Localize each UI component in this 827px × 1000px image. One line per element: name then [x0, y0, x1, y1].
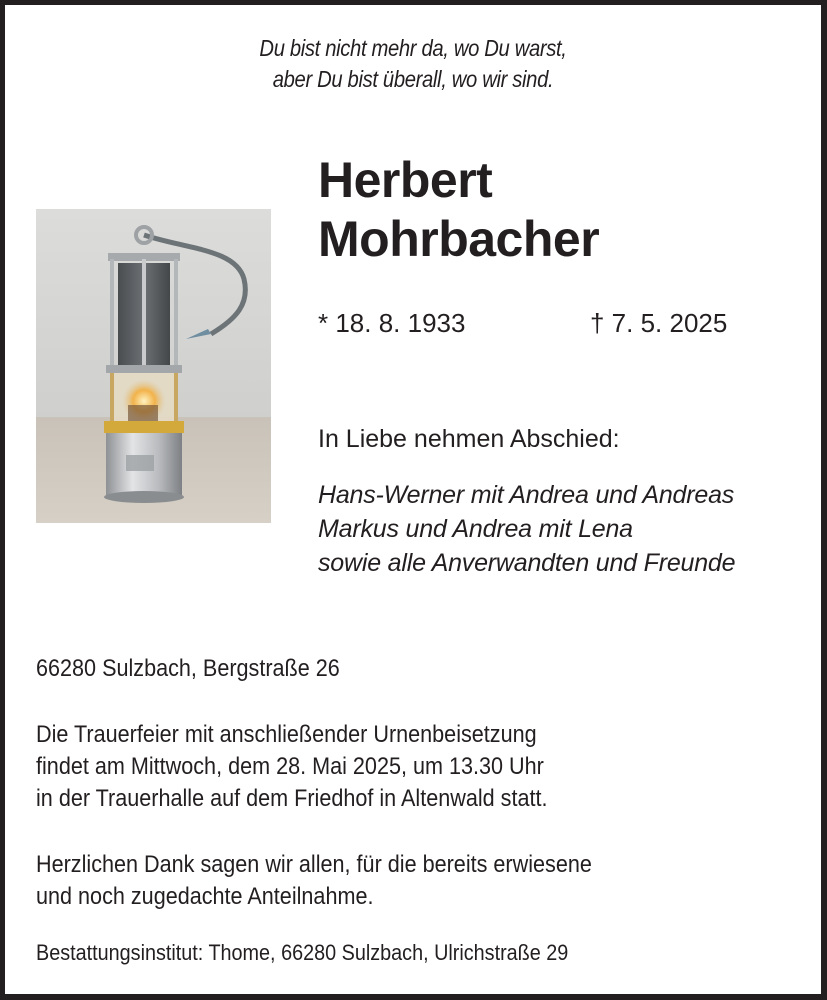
last-name: Mohrbacher: [318, 211, 600, 267]
mourner-line: sowie alle Anverwandten und Freunde: [318, 549, 736, 577]
mourners-list: [318, 478, 735, 580]
family-address: 66280 Sulzbach, Bergstraße 26: [36, 655, 340, 682]
ceremony-line: Die Trauerfeier mit anschließender Urnenbeisetzung: [36, 721, 537, 748]
thanks-note: [36, 849, 592, 913]
deceased-name: [318, 151, 599, 269]
farewell-intro: In Liebe nehmen Abschied:: [318, 425, 620, 453]
quote-line: Du bist nicht mehr da, wo Du warst,: [259, 35, 567, 61]
obituary-card: [5, 5, 821, 994]
thanks-line: und noch zugedachte Anteilnahme.: [36, 883, 374, 910]
mourner-line: Hans-Werner mit Andrea und Andreas: [318, 481, 735, 509]
birth-date: * 18. 8. 1933: [318, 308, 466, 338]
ceremony-line: in der Trauerhalle auf dem Friedhof in Altenwald statt.: [36, 785, 548, 812]
memorial-quote: [54, 33, 772, 95]
thanks-line: Herzlichen Dank sagen wir allen, für die bereits erwiesene: [36, 851, 592, 878]
mourner-line: Markus und Andrea mit Lena: [318, 515, 633, 543]
ceremony-info: [36, 719, 547, 815]
first-name: Herbert: [318, 152, 493, 208]
ceremony-line: findet am Mittwoch, dem 28. Mai 2025, um 13.30 Uhr: [36, 753, 544, 780]
death-date: † 7. 5. 2025: [590, 308, 728, 338]
undertaker-info: Bestattungsinstitut: Thome, 66280 Sulzbach, Ulrichstraße 29: [36, 940, 569, 965]
quote-line: aber Du bist überall, wo wir sind.: [272, 66, 554, 92]
miners-lamp-image: [36, 209, 271, 523]
